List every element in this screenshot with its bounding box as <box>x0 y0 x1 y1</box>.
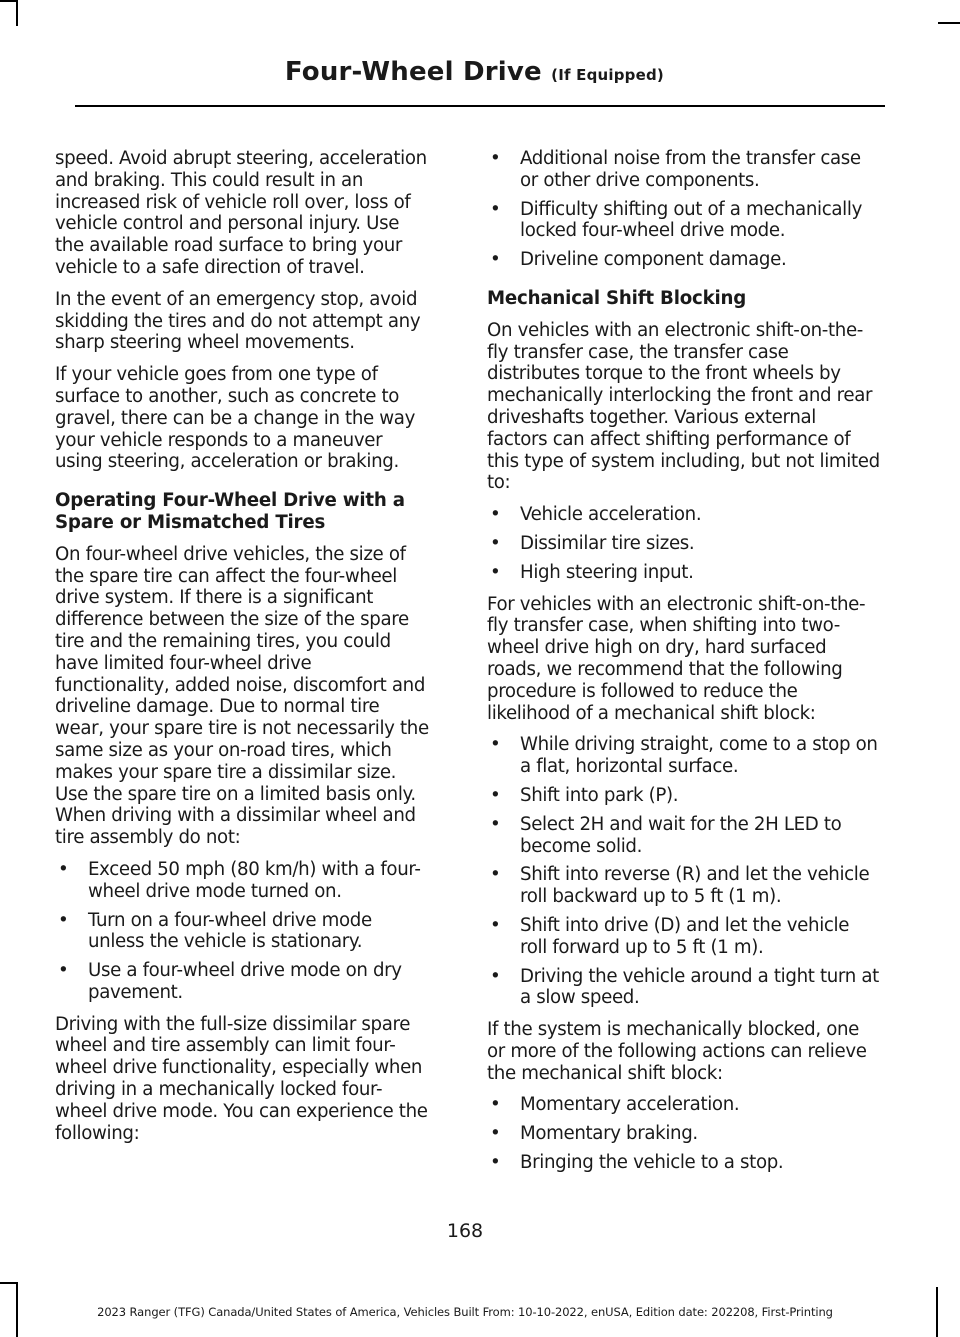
list-item-text: Shift into park (P). <box>520 784 679 806</box>
list-item-text: Shift into reverse (R) and let the vehicle roll backward up to 5 ft (1 m). <box>520 864 870 908</box>
bullet-icon: • <box>58 909 69 931</box>
paragraph: If your vehicle goes from one type of surface to another, such as concrete to gravel, there can be a change in the way your vehicle responds to a maneuver using steering, acceleration or braking. <box>55 364 416 473</box>
list-item-text: Vehicle acceleration. <box>520 504 702 526</box>
bullet-icon: • <box>490 1123 501 1145</box>
list-item-text: Select 2H and wait for the 2H LED to become solid. <box>520 813 842 857</box>
bullet-icon: • <box>490 249 501 271</box>
list-item-text: Shift into drive (D) and let the vehicle roll forward up to 5 ft (1 m). <box>520 914 850 958</box>
chapter-subtitle: (If Equipped) <box>551 66 664 84</box>
bullet-icon: • <box>490 504 501 526</box>
list-item <box>487 785 881 807</box>
section-heading: Mechanical Shift Blocking <box>487 287 747 309</box>
bullet-icon: • <box>490 813 501 835</box>
list-item <box>55 960 429 1004</box>
list-item-text: Driving the vehicle around a tight turn at a slow speed. <box>520 965 879 1009</box>
list-item <box>487 864 881 908</box>
section-heading: Operating Four-Wheel Drive with a Spare or Mismatched Tires <box>55 490 405 533</box>
list-item <box>487 915 881 959</box>
bullet-icon: • <box>58 960 69 982</box>
left-column <box>55 148 429 1154</box>
bullet-icon: • <box>490 561 501 583</box>
bullet-list <box>55 859 429 1004</box>
bullet-icon: • <box>490 734 501 756</box>
bullet-icon: • <box>490 914 501 936</box>
bullet-icon: • <box>490 864 501 886</box>
list-item <box>487 562 881 584</box>
list-item-text: Difficulty shifting out of a mechanically locked four-wheel drive mode. <box>520 198 862 242</box>
paragraph: For vehicles with an electronic shift-on-the-fly transfer case, when shifting into two-wheel drive high on dry, hard surfaced roads, we recommend that the following procedure is followed to reduce the likelihood of a mechanical shift block: <box>487 593 866 724</box>
bullet-icon: • <box>490 1152 501 1174</box>
list-item <box>55 859 429 903</box>
bullet-icon: • <box>490 198 501 220</box>
list-item <box>487 148 881 192</box>
paragraph: speed. Avoid abrupt steering, acceleration and braking. This could result in an increased risk of vehicle roll over, loss of vehicle control and personal injury. Use the available road surface to bring your vehicle to a safe direction of travel. <box>55 148 427 278</box>
list-item-text: Driveline component damage. <box>520 249 787 271</box>
list-item <box>487 966 881 1010</box>
list-item-text: Momentary braking. <box>520 1123 698 1145</box>
bullet-list <box>487 504 881 583</box>
right-column <box>487 148 881 1184</box>
bullet-list <box>487 734 881 1009</box>
paragraph: Driving with the full-size dissimilar spare wheel and tire assembly can limit four-wheel drive functionality, especially when driving in a mechanically locked four-wheel drive mode. You can experience the following: <box>55 1013 428 1144</box>
page-number: 168 <box>446 1220 484 1242</box>
paragraph: On four-wheel drive vehicles, the size of the spare tire can affect the four-wheel drive system. If there is a significant difference between the size of the spare tire and the remaining tires, you could have limited four-wheel drive functionality, added noise, discomfort and driveline damage. Due to normal tire wear, your spare tire is not necessarily the same size as your on-road tires, which makes your spare tire a dissimilar size. Use the spare tire on a limited basis only. When driving with a dissimilar wheel and tire assembly do not: <box>55 543 429 849</box>
bullet-icon: • <box>490 532 501 554</box>
list-item-text: Turn on a four-wheel drive mode unless the vehicle is stationary. <box>88 909 372 953</box>
bullet-icon: • <box>490 1094 501 1116</box>
page-title <box>285 57 664 87</box>
list-item-text: Use a four-wheel drive mode on dry pavement. <box>88 960 402 1003</box>
crop-mark <box>936 1287 938 1337</box>
list-item <box>55 910 429 954</box>
list-item-text: Dissimilar tire sizes. <box>520 532 695 554</box>
chapter-title: Four-Wheel Drive <box>284 57 542 87</box>
bullet-icon: • <box>490 784 501 806</box>
list-item <box>487 504 881 526</box>
paragraph: In the event of an emergency stop, avoid skidding the tires and do not attempt any sharp steering wheel movements. <box>55 288 421 354</box>
list-item-text: Bringing the vehicle to a stop. <box>520 1152 784 1174</box>
list-item <box>487 533 881 555</box>
bullet-icon: • <box>58 858 69 880</box>
header-divider <box>75 105 885 107</box>
list-item <box>487 249 881 271</box>
list-item-text: While driving straight, come to a stop on a flat, horizontal surface. <box>520 734 878 778</box>
paragraph: On vehicles with an electronic shift-on-the-fly transfer case, the transfer case distributes torque to the front wheels by mechanically interlocking the front and rear driveshafts together. Various external factors can affect shifting performance of this type of system including, but not limited to: <box>487 319 880 494</box>
bullet-icon: • <box>490 148 501 169</box>
list-item-text: High steering input. <box>520 561 694 583</box>
list-item <box>487 1094 881 1116</box>
list-item <box>487 734 881 778</box>
list-item-text: Momentary acceleration. <box>520 1094 740 1116</box>
list-item-text: Exceed 50 mph (80 km/h) with a four-wheel drive mode turned on. <box>88 858 421 902</box>
list-item <box>487 1123 881 1145</box>
list-item <box>487 814 881 858</box>
bullet-icon: • <box>490 965 501 987</box>
footer-text: 2023 Ranger (TFG) Canada/United States of America, Vehicles Built From: 10-10-2022, enUSA, Edition date: 202208, First-Printing <box>97 1305 833 1319</box>
list-item <box>487 199 881 243</box>
bullet-list <box>487 148 881 271</box>
paragraph: If the system is mechanically blocked, one or more of the following actions can relieve the mechanical shift block: <box>487 1019 867 1084</box>
list-item <box>487 1152 881 1174</box>
bullet-list <box>487 1094 881 1173</box>
crop-mark <box>16 0 18 26</box>
crop-mark <box>938 22 960 24</box>
list-item-text: Additional noise from the transfer case or other drive components. <box>520 148 861 191</box>
